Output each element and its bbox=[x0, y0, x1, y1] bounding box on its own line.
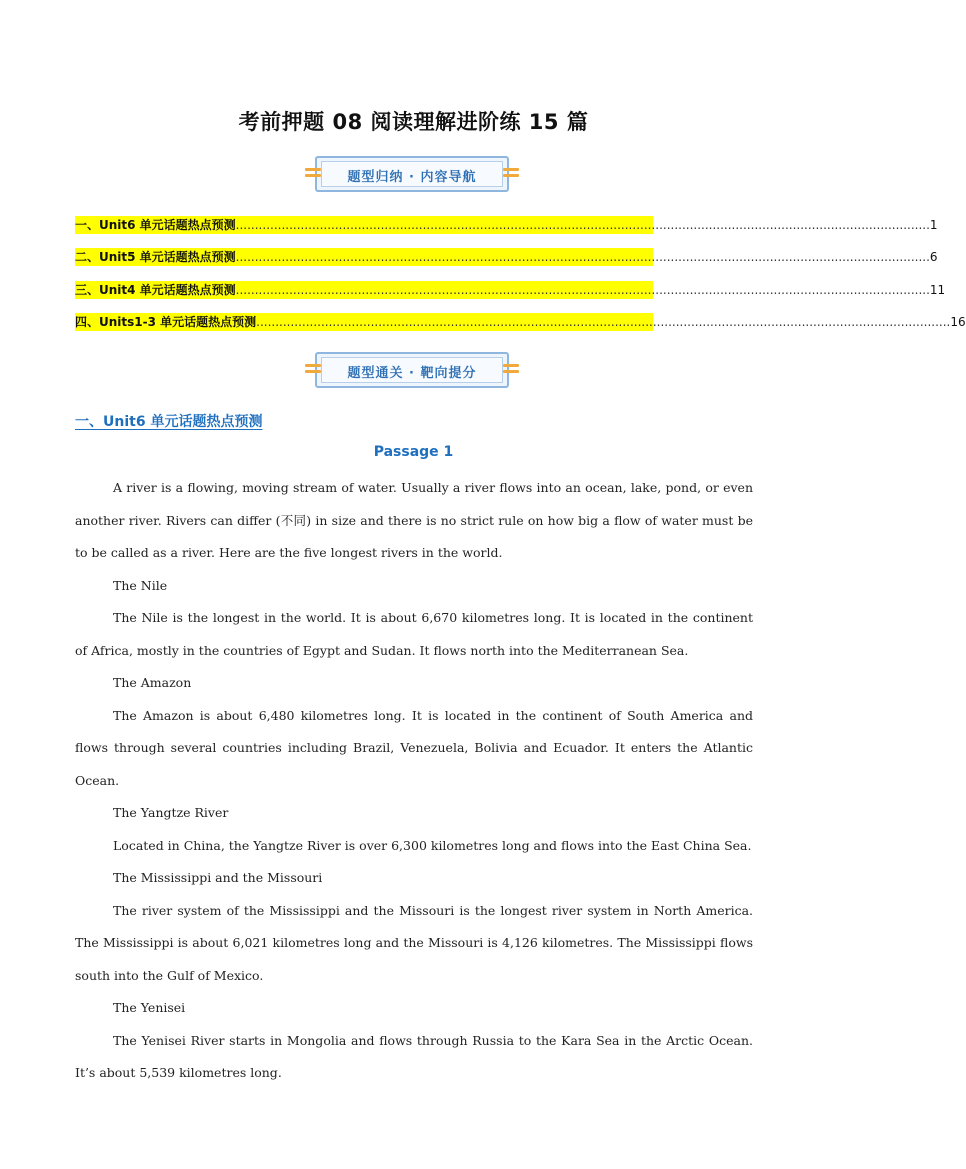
banner-decoration-icon bbox=[503, 168, 519, 180]
passage-title: Passage 1 bbox=[373, 444, 454, 460]
paragraph: The Nile is the longest in the world. It is about 6,670 kilometres long. It is located in the continent of Africa, mostly in the countries of Egypt and Sudan. It flows north into the Mediterranean Sea. bbox=[75, 610, 753, 658]
toc-item-label: 四、Units1-3 单元话题热点预测 bbox=[75, 315, 257, 329]
toc-item[interactable]: 一、Unit6 单元话题热点预测 ...................................................................................................................................................................................... 1 bbox=[75, 218, 938, 232]
subheading: The Yangtze River bbox=[113, 805, 229, 820]
toc-item-page: 1 bbox=[929, 218, 938, 232]
paragraph: The Amazon is about 6,480 kilometres long. It is located in the continent of South America and flows through several countries including Brazil, Venezuela, Bolivia and Ecuador. It enters the Atlantic Ocean. bbox=[75, 707, 753, 788]
banner-decoration-icon bbox=[305, 364, 321, 376]
subheading: The Nile bbox=[113, 577, 168, 593]
paragraph: The river system of the Mississippi and the Missouri is the longest river system in North America. The Mississippi is about 6,021 kilometres long and the Missouri is 4,126 kilometres. The Mississippi flows south into the Gulf of Mexico. bbox=[75, 902, 753, 983]
banner-toc-label: 题型归纳 · 内容导航 bbox=[347, 169, 477, 185]
paragraph: The Yenisei River starts in Mongolia and flows through Russia to the Kara Sea in the Arctic Ocean. It’s about 5,539 kilometres long. bbox=[75, 1032, 753, 1080]
banner-toc bbox=[305, 156, 519, 194]
banner-decoration-icon bbox=[503, 364, 519, 376]
paragraph: Located in China, the Yangtze River is over 6,300 kilometres long and flows into the East China Sea. bbox=[113, 837, 752, 853]
banner-practice bbox=[305, 352, 519, 390]
subheading: The Yenisei bbox=[113, 1000, 186, 1015]
toc-item-label: 一、Unit6 单元话题热点预测 bbox=[75, 218, 236, 232]
subheading: The Amazon bbox=[113, 675, 192, 690]
toc-item-label: 二、Unit5 单元话题热点预测 bbox=[75, 250, 236, 264]
paragraph: A river is a flowing, moving stream of water. Usually a river flows into an ocean, lake, pond, or even another river. Rivers can differ (不同) in size and there is no strict rule on how big a flow of water must be to be called as a river. Here are the five longest rivers in the world. bbox=[75, 480, 753, 560]
toc-item-page: 6 bbox=[929, 250, 938, 264]
passage-body bbox=[75, 472, 753, 1090]
banner-decoration-icon bbox=[305, 168, 321, 180]
toc-item-page: 11 bbox=[929, 283, 946, 297]
toc-item-page: 16 bbox=[950, 315, 966, 329]
document-title: 考前押题 08 阅读理解进阶练 15 篇 bbox=[238, 110, 589, 134]
toc-item[interactable]: 四、Units1-3 单元话题热点预测 ...................................................................................................................................................................................... 16 bbox=[75, 315, 966, 329]
toc-item-label: 三、Unit4 单元话题热点预测 bbox=[75, 283, 236, 297]
toc-item[interactable]: 三、Unit4 单元话题热点预测 ...................................................................................................................................................................................... 11 bbox=[75, 283, 946, 297]
subheading: The Mississippi and the Missouri bbox=[113, 870, 323, 885]
toc-item[interactable]: 二、Unit5 单元话题热点预测 ...................................................................................................................................................................................... 6 bbox=[75, 250, 938, 264]
banner-practice-label: 题型通关 · 靶向提分 bbox=[347, 365, 477, 381]
section-heading[interactable]: 一、Unit6 单元话题热点预测 bbox=[75, 414, 263, 430]
